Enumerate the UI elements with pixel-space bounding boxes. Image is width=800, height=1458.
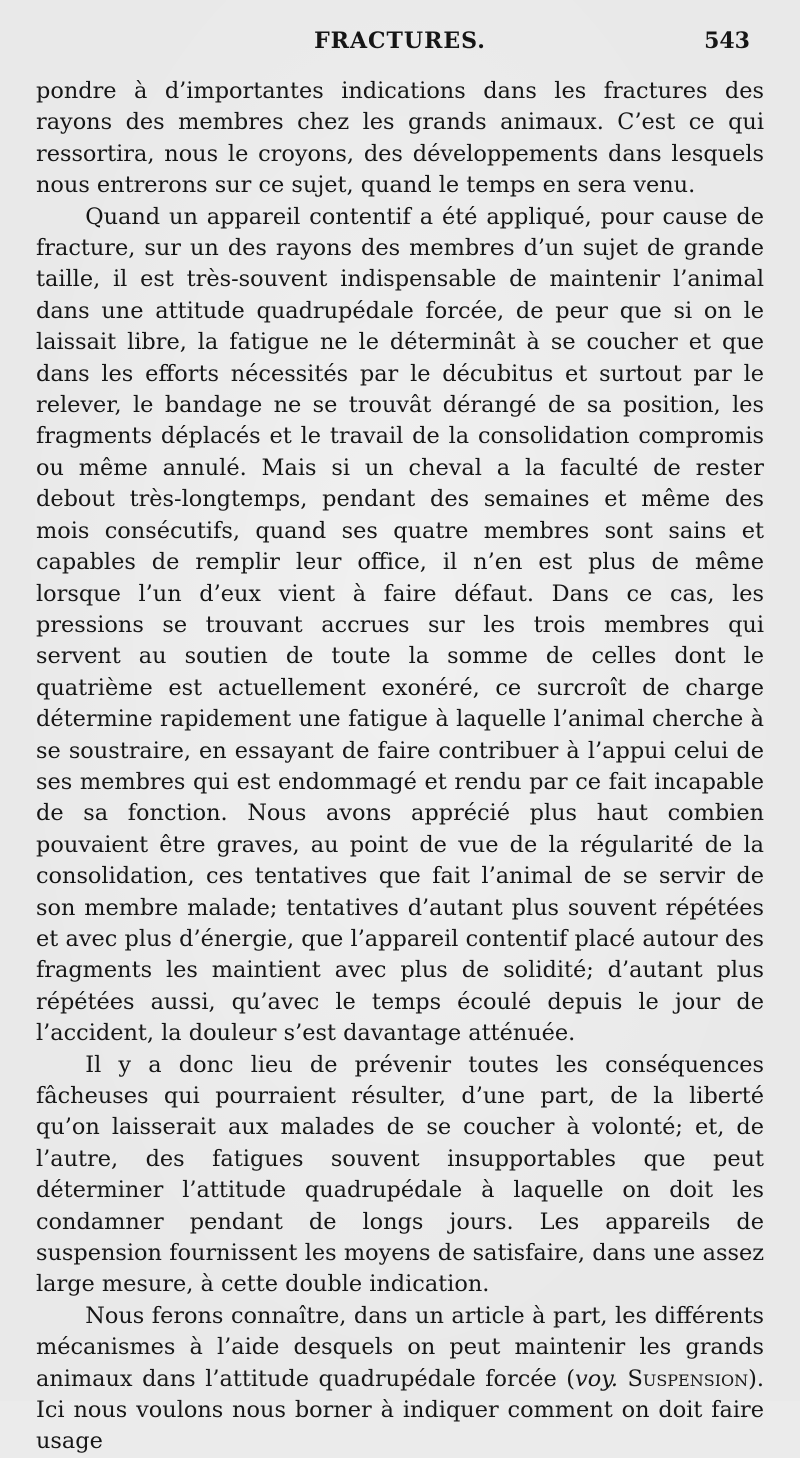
paragraph-4 (36, 1301, 764, 1458)
body-text (36, 76, 764, 1458)
paragraph-4-space (618, 1366, 628, 1392)
paragraph-1: pondre à d’importantes indications dans les fractures des rayons des membres chez les grands animaux. C’est ce qui ressortira, nous le croyons, des développements dans lesquels nous entrerons sur ce sujet, quand le temps en sera venu. (36, 78, 764, 199)
paragraph-4-lead: Nous ferons connaître, dans un article à part, les différents mécanismes à l’aide desquels on peut maintenir les grands animaux dans l’attitude quadrupédale forcée ( (36, 1302, 764, 1392)
running-head (36, 28, 764, 64)
paragraph-2: Quand un appareil contentif a été appliqué, pour cause de fracture, sur un des rayons des membres d’un sujet de grande taille, il est très-souvent indispensable de maintenir l’animal dans une attitude quadrupédale forcée, de peur que si on le laissait libre, la fatigue ne le déterminât à se coucher et que dans les efforts nécessités par le décubitus et surtout par le relever, le bandage ne se trouvât dérangé de sa position, les fragments déplacés et le travail de la consolidation compromis ou même annulé. Mais si un cheval a la faculté de rester debout très-longtemps, pendant des semaines et même des mois consécutifs, quand ses quatre membres sont sains et capables de remplir leur office, il n’en est plus de même lorsque l’un d’eux vient à faire défaut. Dans ce cas, les pressions se trouvant accrues sur les trois membres qui servent au soutien de toute la somme de celles dont le quatrième est actuellement exonéré, ce surcroît de charge détermine rapidement une fatigue à laquelle l’animal cherche à se soustraire, en essayant de faire contribuer à l’appui celui de ses membres qui est endommagé et rendu par ce fait incapable de sa fonction. Nous avons apprécié plus haut combien pouvaient être graves, au point de vue de la régularité de la consolidation, ces tentatives que fait l’animal de se servir de son membre malade; tentatives d’autant plus souvent répétées et avec plus d’énergie, que l’appareil contentif placé autour des fragments les maintient avec plus de solidité; d’autant plus répétées aussi, qu’avec le temps écoulé depuis le jour de l’accident, la douleur s’est davantage atténuée. (36, 203, 764, 1047)
cross-reference-suspension: Suspension (627, 1365, 749, 1392)
page-number: 543 (704, 28, 750, 54)
paragraph-3: Il y a donc lieu de prévenir toutes les conséquences fâcheuses qui pourraient résulter, d’une part, de la liberté qu’on laisserait aux malades de se coucher à volonté; et, de l’autre, des fatigues souvent insupportables que peut déterminer l’attitude quadrupédale à laquelle on doit les condamner pendant de longs jours. Les appareils de suspension fournissent les moyens de satisfaire, dans une assez large mesure, à cette double indication. (36, 1051, 764, 1298)
voy-abbreviation: voy. (575, 1365, 618, 1392)
paragraph-4-tail: ). Ici nous voulons nous borner à indiquer comment on doit faire usage (36, 1365, 764, 1455)
running-title: FRACTURES. (314, 28, 486, 54)
